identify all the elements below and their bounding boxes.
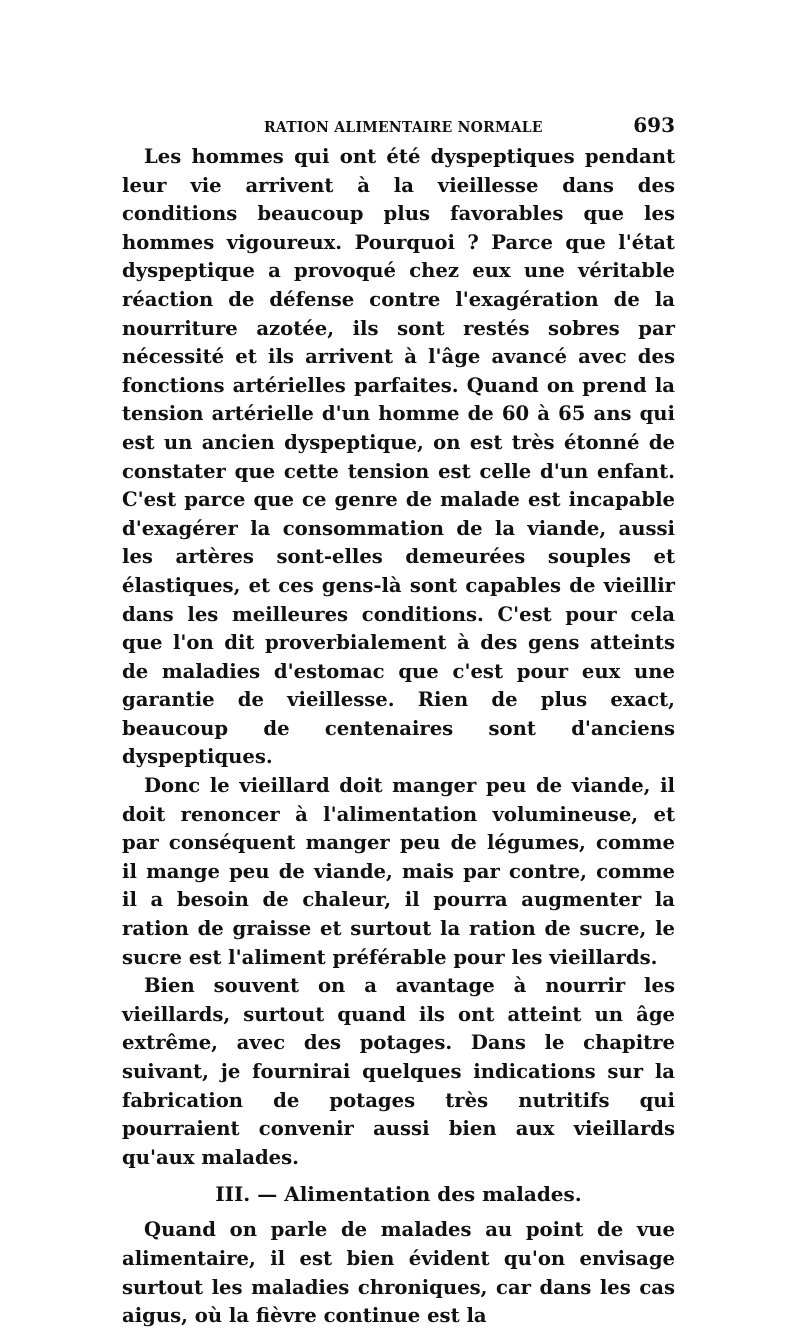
- section-heading: III. — Alimentation des malades.: [215, 1182, 582, 1207]
- paragraph-vieillard-viande: Donc le vieillard doit manger peu de viande, il doit renoncer à l'alimentation volumineuse, et par conséquent manger peu de légumes, comme il mange peu de viande, mais par contre, comme il a besoin de chaleur, il pourra augmenter la ration de graisse et surtout la ration de sucre, le sucre est l'aliment préférable pour les vieillards.: [122, 774, 675, 969]
- running-head: [122, 113, 675, 143]
- book-page: [122, 113, 675, 1331]
- paragraph-malades: Quand on parle de malades au point de vue alimentaire, il est bien évident qu'on envisage surtout les maladies chroniques, car dans les cas aigus, où la fièvre continue est la: [122, 1218, 675, 1328]
- paragraph-dyspeptiques: Les hommes qui ont été dyspeptiques pendant leur vie arrivent à la vieillesse dans des conditions beaucoup plus favorables que les hommes vigoureux. Pourquoi ? Parce que l'état dyspeptique a provoqué chez eux une véritable réaction de défense contre l'exagération de la nourriture azotée, ils sont restés sobres par nécessité et ils arrivent à l'âge avancé avec des fonctions artérielles parfaites. Quand on prend la tension artérielle d'un homme de 60 à 65 ans qui est un ancien dyspeptique, on est très étonné de constater que cette tension est celle d'un enfant. C'est parce que ce genre de malade est incapable d'exagérer la consommation de la viande, aussi les artères sont-elles demeurées souples et élastiques, et ces gens-là sont capables de vieillir dans les meilleures conditions. C'est pour cela que l'on dit proverbialement à des gens atteints de maladies d'estomac que c'est pour eux une garantie de vieillesse. Rien de plus exact, beaucoup de centenaires sont d'anciens dyspeptiques.: [122, 145, 675, 769]
- page-number: 693: [633, 113, 675, 137]
- body-text: [122, 143, 675, 1331]
- running-title: RATION ALIMENTAIRE NORMALE: [264, 118, 543, 136]
- paragraph-potages: Bien souvent on a avantage à nourrir les vieillards, surtout quand ils ont atteint un âge extrême, avec des potages. Dans le chapitre suivant, je fournirai quelques indications sur la fabrication de potages très nutritifs qui pourraient convenir aussi bien aux vieillards qu'aux malades.: [122, 974, 675, 1169]
